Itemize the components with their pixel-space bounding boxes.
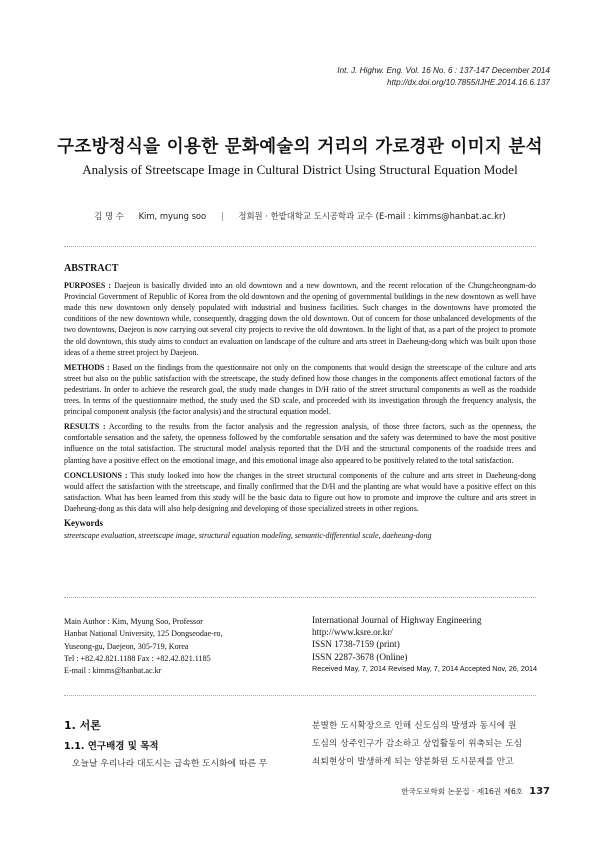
abstract-section (64, 263, 536, 541)
body-right-column (312, 717, 542, 771)
divider (64, 695, 536, 696)
journal-name: International Journal of Highway Engineering (312, 615, 482, 625)
footer-journal: 한국도로학회 논문집 · 제16권 제6호 (401, 787, 524, 796)
body-line: 도심의 상주인구가 감소하고 상업활동이 위축되는 도심 (312, 739, 523, 749)
abstract-heading: ABSTRACT (64, 263, 119, 274)
abstract-conclusions (64, 470, 536, 514)
journal-info (312, 614, 542, 675)
contact-line: Hanbat National University, 125 Dongseodae-ro, (64, 629, 223, 639)
contact-email[interactable]: E-mail : kimms@hanbat.ac.kr (64, 666, 162, 676)
divider (64, 246, 536, 247)
issn-print: ISSN 1738-7159 (print) (312, 639, 400, 650)
author-name-english: Kim, myung soo (138, 211, 207, 221)
page-number: 137 (529, 786, 550, 797)
abstract-results (64, 421, 536, 465)
body-text: 오늘날 우리나라 대도시는 급속한 도시화에 따른 무 (72, 759, 268, 769)
divider (64, 597, 536, 598)
methods-label: METHODS : (64, 362, 110, 372)
paper-title-english: Analysis of Streetscape Image in Cultural District Using Structural Equation Model (82, 162, 518, 177)
doi-link[interactable]: http://dx.doi.org/10.7855/IJHE.2014.16.6.137 (387, 78, 550, 87)
contact-line: Yuseong-gu, Daejeon, 305-719, Korea (64, 641, 189, 651)
purposes-label: PURPOSES : (64, 281, 111, 291)
journal-url[interactable]: http://www.ksre.or.kr/ (312, 627, 393, 638)
body-left-column (64, 717, 299, 769)
purposes-text: Daejeon is basically divided into an old downtown and a new downtown, and the recent relocation of the Chungcheongnam-do Provincial Government of Republic of Korea from the old downtown and the opening of governmental buildings in the new downtown as well have made this new downtown only densely populated with industrial and business facilities. Such changes in the downtowns have promoted the conditions of the new downtown while, consequently, dragging down the old downtown. Out of concern for those unbalanced developments of the two downtowns, Daejeon is now carrying out several city projects to revive the old downtown. In the light of that, as a part of the project to promote the old downtown, this study aims to conduct an evaluation on landscape of the culture and arts street in Daeheung-dong which was built upon those ideas of a theme street project by Daejeon. (64, 281, 536, 357)
keywords-text: streetscape evaluation, streetscape image, structural equation modeling, semantic-differential scale, daeheung-dong (64, 531, 432, 541)
received-dates: Received May, 7, 2014 Revised May, 7, 2014 Accepted Nov, 26, 2014 (312, 663, 538, 673)
methods-text: Based on the findings from the questionnaire not only on the components that would design the streetscape of the culture and arts street but also on the public satisfaction with the streetscape, the study defined how those changes in the components affect emotional factors of the pedestrians. In order to achieve the research goal, the study made changes in D/H ratio of the street structural components as well as the roadside trees. In terms of the questionnaire method, the study used the SD scale, and proceeded with its investigation through the frequency analysis, the principal component analysis (the factor analysis) and the structural equation model. (64, 362, 536, 417)
abstract-methods (64, 362, 536, 417)
abstract-purposes (64, 280, 536, 358)
results-label: RESULTS : (64, 422, 106, 432)
conclusions-text: This study looked into how the changes in the street structural components of the culture and arts street in Daeheung-dong would affect the satisfaction with the streetscape, and finally confirmed that the D/H and the planting are what would have a positive effect on this satisfaction. What has been learned from this study will be the basic data to figure out how to promote and improve the culture and arts street in Daeheung-dong as this data will also help designing and developing of those specialized streets in other regions. (64, 470, 536, 513)
conclusions-label: CONCLUSIONS : (64, 470, 128, 480)
citation-line: Int. J. Highw. Eng. Vol. 16 No. 6 : 137-147 December 2014 (337, 66, 550, 75)
section-heading: 1. 서론 (64, 719, 101, 732)
author-line (0, 210, 600, 222)
contact-line: Main Author : Kim, Myung Soo, Professor (64, 617, 203, 626)
paper-title-korean: 구조방정식을 이용한 문화예술의 거리의 가로경관 이미지 분석 (57, 137, 543, 157)
keywords-heading: Keywords (64, 517, 103, 528)
subsection-heading: 1.1. 연구배경 및 목적 (64, 741, 159, 752)
author-name-korean: 김 명 수 (94, 211, 124, 221)
results-text: According to the results from the factor analysis and the regression analysis, of those three factors, such as the openness, the comfortable sensation and the safety, the openness followed by the comfortable sensation and the safety was determined to have the most positive influence on the total satisfaction. The structural model analysis reported that the D/H and the structural components of the roadside trees and planting have a positive effect on the emotional image, and this emotional image also appeared to be positively related to the total satisfaction. (64, 422, 536, 465)
contact-line: Tel : +82.42.821.1188 Fax : +82.42.821.1185 (64, 653, 211, 663)
author-separator: | (220, 211, 224, 221)
author-affiliation: 정회원 · 한밭대학교 도시공학과 교수 (E-mail : kimms@hanbat.ac.kr) (238, 211, 506, 221)
body-line: 분별한 도시확장으로 인해 신도심의 발생과 동시에 원 (312, 721, 517, 731)
body-line: 쇠퇴현상이 발생하게 되는 양분화된 도시문제를 안고 (312, 757, 514, 767)
author-contact (64, 616, 294, 677)
issn-online: ISSN 2287-3678 (Online) (312, 651, 408, 662)
page-footer (401, 786, 550, 797)
